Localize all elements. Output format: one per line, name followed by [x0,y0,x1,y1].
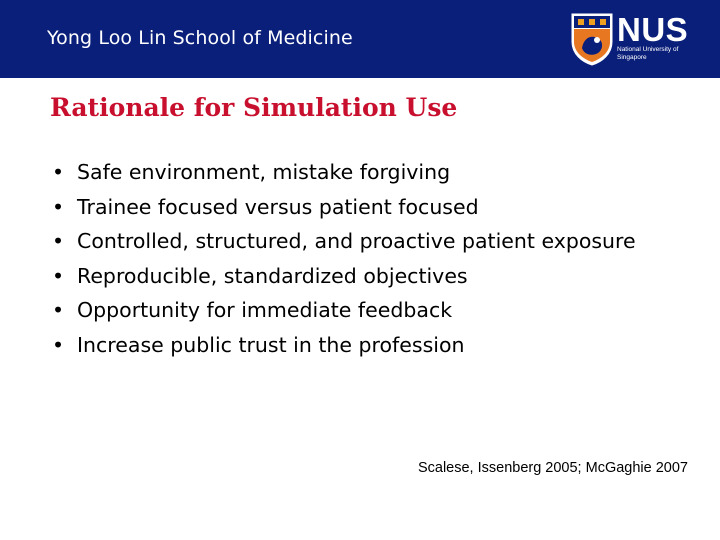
bullet-icon: • [52,332,65,357]
bullet-text: Safe environment, mistake forgiving [77,160,451,184]
bullet-text: Opportunity for immediate feedback [77,298,453,322]
logo-subtitle: National University of Singapore [617,46,679,61]
bullet-text: Reproducible, standardized objectives [77,263,468,288]
school-name: Yong Loo Lin School of Medicine [47,27,353,49]
bullet-text: Increase public trust in the profession [77,332,465,357]
logo-text: NUS [617,11,689,48]
bullet-item [52,333,652,357]
bullet-text: Controlled, structured, and proactive patient exposure [77,229,636,253]
bullet-icon: • [52,298,65,322]
slide-title: Rationale for Simulation Use [50,93,458,122]
bullet-item [52,229,652,253]
bullet-icon: • [52,263,65,288]
bullet-item [52,195,652,219]
bullet-text: Trainee focused versus patient focused [77,194,479,219]
bullet-item [52,298,652,322]
bullet-icon: • [52,194,65,219]
crest-icon [570,12,614,66]
header-bar [0,0,720,78]
citation: Scalese, Issenberg 2005; McGaghie 2007 [417,460,688,476]
bullet-list [52,160,652,367]
bullet-item [52,264,652,288]
bullet-icon: • [52,229,65,253]
bullet-icon: • [52,160,65,184]
bullet-item [52,160,652,184]
nus-logo [570,12,710,68]
